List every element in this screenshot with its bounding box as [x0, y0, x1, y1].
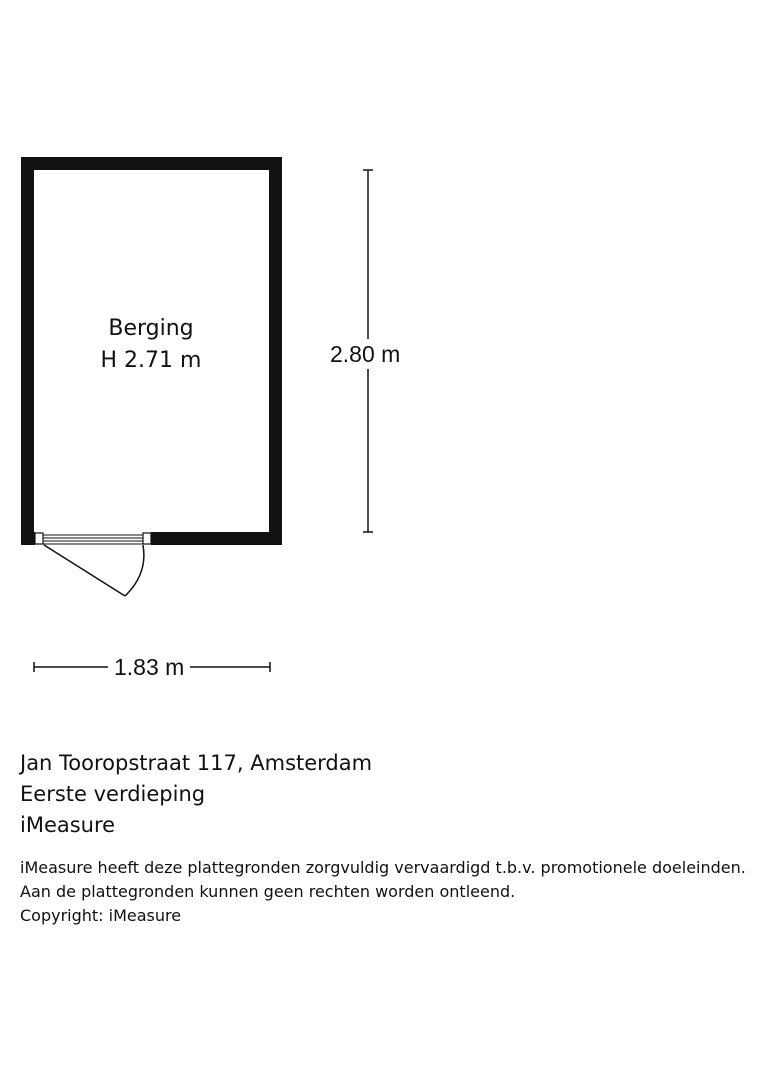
- door-leaf: [44, 545, 125, 596]
- disclaimer: [20, 856, 760, 928]
- door-jamb-right: [143, 533, 151, 544]
- door-jamb-left: [35, 533, 43, 544]
- floor-name: Eerste verdieping: [20, 782, 206, 806]
- copyright-line: Copyright: iMeasure: [20, 906, 182, 925]
- height-dimension-label: 2.80 m: [330, 341, 401, 367]
- width-dimension-label: 1.83 m: [108, 654, 190, 680]
- property-info: [20, 748, 760, 841]
- door-swing-arc: [125, 545, 144, 596]
- company-name: iMeasure: [20, 813, 116, 837]
- room-name: Berging: [108, 316, 194, 341]
- disclaimer-line-1: iMeasure heeft deze plattegronden zorgvuldig vervaardigd t.b.v. promotionele doeleinden.: [20, 858, 746, 877]
- address: Jan Tooropstraat 117, Amsterdam: [20, 751, 373, 775]
- room-ceiling-height: H 2.71 m: [100, 348, 202, 373]
- disclaimer-line-2: Aan de plattegronden kunnen geen rechten worden ontleend.: [20, 882, 516, 901]
